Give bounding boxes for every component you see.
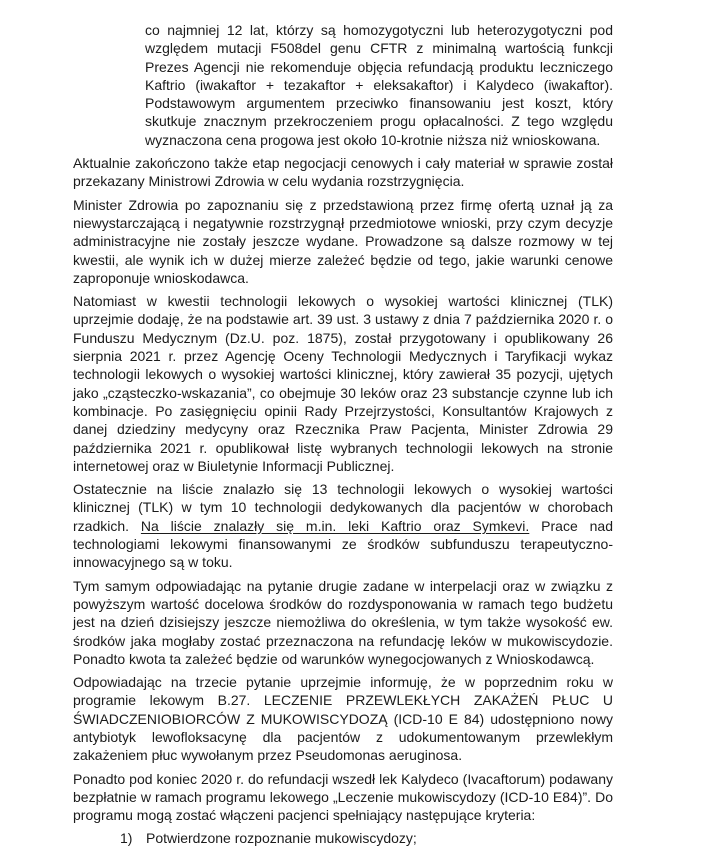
- text-run: Tym samym odpowiadając na pytanie drugie zadane w interpelacji oraz w związku z powyższym wartość docelowa środków do rozdysponowania w ramach tego budżetu jest na dzień dzisiejszy jeszcze niemożliwa do określenia, w tym także wysokość ew. środków jaka mogłaby zostać przeznaczona na refundację leków w mukowiscydozie. Ponadto kwota ta zależeć będzie od warunków wynegocjowanych z Wnioskodawcą.: [73, 577, 613, 667]
- paragraph: [73, 480, 613, 571]
- list-item-marker: 1): [120, 830, 133, 847]
- paragraph: [73, 673, 613, 764]
- paragraph: [73, 770, 613, 825]
- underlined-text-run: Na liście znalazły się m.in. leki Kaftrio oraz Symkevi.: [140, 517, 530, 534]
- text-run: Prace nad technologiami lekowymi finansowanymi ze środków subfunduszu terapeutyczno-innowacyjnego są w toku.: [73, 517, 613, 571]
- text-run: Natomiast w kwestii technologii lekowych o wysokiej wartości klinicznej (TLK) uprzejmie dodaję, że na podstawie art. 39 ust. 3 ustawy z dnia 7 października 2020 r. o Funduszu Medycznym (Dz.U. poz. 1875), został przygotowany i opublikowany 26 sierpnia 2021 r. przez Agencję Oceny Technologii Medycznych i Taryfikacji wykaz technologii lekowych o wysokiej wartości klinicznej, który zawierał 35 pozycji, ujętych jako „cząsteczko-wskazania”, co obejmuje 30 leków oraz 23 substancje czynne lub ich kombinacje. Po zasięgnięciu opinii Rady Przejrzystości, Konsultantów Krajowych z danej dziedziny medycyny oraz Rzecznika Praw Pacjenta, Minister Zdrowia 29 października 2021 r. opublikował listę wybranych technologii lekowych na stronie internetowej oraz w Biuletynie Informacji Publicznej.: [73, 293, 613, 474]
- text-run: co najmniej 12 lat, którzy są homozygotyczni lub heterozygotyczni pod względem mutacji F508del genu CFTR z minimalną wartością funkcji Prezes Agencji nie rekomenduje objęcia refundacją produktu leczniczego Kaftrio (iwakaftor + tezakaftor + eleksakaftor) i Kalydeco (iwakaftor). Podstawowym argumentem przeciwko finansowaniu jest koszt, który skutkuje znacznym przekroczeniem progu opłacalności. Z tego względu wyznaczona cena progowa jest około 10-krotnie niższa niż wnioskowana.: [145, 22, 613, 148]
- text-run: Ostatecznie na liście znalazło się 13 technologii lekowych o wysokiej wartości klinicznej (TLK) w tym 10 technologii dedykowanych dla pacjentów w chorobach rzadkich.: [73, 481, 613, 534]
- paragraph: [73, 292, 613, 475]
- paragraph: [73, 154, 613, 191]
- text-run: Ponadto pod koniec 2020 r. do refundacji wszedł lek Kalydeco (Ivacaftorum) podawany bezpłatnie w ramach programu lekowego „Leczenie mukowiscydozy (ICD-10 E84)”. Do programu mogą zostać włączeni pacjenci spełniający następujące kryteria:: [73, 770, 613, 824]
- text-run: Odpowiadając na trzecie pytanie uprzejmie informuję, że w poprzednim roku w programie lekowym B.27. LECZENIE PRZEWLEKŁYCH ZAKAŻEŃ PŁUC U ŚWIADCZENIOBIORCÓW Z MUKOWISCYDOZĄ (ICD-10 E 84) udostępniono nowy antybiotyk lewofloksacynę dla pacjentów z udokumentowanym przewlekłym zakażeniem płuc wywołanym przez Pseudomonas aeruginosa.: [73, 674, 613, 764]
- paragraph: [145, 21, 613, 149]
- text-run: Minister Zdrowia po zapoznaniu się z przedstawioną przez firmę ofertą uznał ją za niewystarczającą i negatywnie rozstrzygnął przedmiotowe wnioski, przy czym decyzje administracyjne nie zostały jeszcze wydane. Prowadzone są dalsze rozmowy w tej kwestii, ale wynik ich w dużej mierze zależeć będzie od tego, jakie warunki cenowe zaproponuje wnioskodawca.: [73, 196, 613, 286]
- document-body: [73, 21, 613, 853]
- paragraph: [73, 577, 613, 668]
- list-item: [120, 829, 613, 847]
- paragraph: [73, 196, 613, 287]
- text-run: Aktualnie zakończono także etap negocjacji cenowych i cały materiał w sprawie został przekazany Ministrowi Zdrowia w celu wydania rozstrzygnięcia.: [73, 155, 613, 190]
- text-run: Potwierdzone rozpoznanie mukowiscydozy;: [146, 830, 417, 847]
